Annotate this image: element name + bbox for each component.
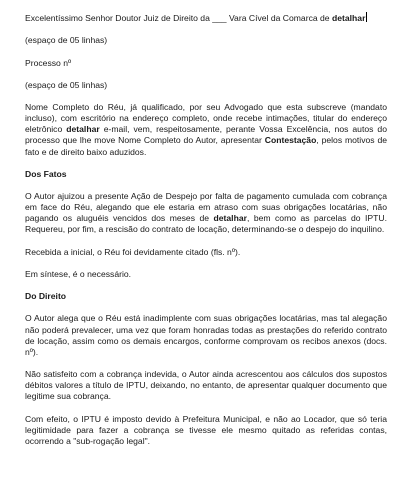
section-heading-facts: Dos Fatos — [25, 168, 67, 179]
intro-text-1: Nome Completo do Réu, já qualificado, por seu Advogado que esta subscreve (mandato incluso), com escritório na endereço completo, onde recebe intimações, titular do endereço eletrônico — [25, 102, 387, 135]
facts-text-1: O Autor ajuizou a presente Ação de Despejo por falta de pagamento cumulada com cobrança em face do Réu, alegando que ele estaria em atraso com suas obrigações locatárias, não pagando os aluguéis vencidos dos meses de — [25, 191, 387, 224]
intro-text-2: e-mail, vem, respeitosamente, perante Vossa Excelência, nos autos do processo que lhe move Nome Completo do Autor, apresentar — [25, 124, 387, 146]
facts-paragraph-3: Em síntese, é o necessário. — [25, 268, 132, 279]
spacing-note-2: (espaço de 05 linhas) — [25, 79, 108, 90]
intro-text-3: , pelos motivos de fato e de direito baixo aduzidos. — [25, 135, 388, 157]
contestacao-term: Contestação — [264, 135, 317, 146]
law-paragraph-1: O Autor alega que o Réu está inadimplente com suas obrigações locatárias, mas tal alegação não poderá prevalecer, uma vez que foram honradas todas as prestações do referido contrato de locação, assim como os demais encargos, conforme comprovam os recibos anexos (docs. nº). — [25, 313, 387, 357]
law-paragraph-2: Não satisfeito com a cobrança indevida, o Autor ainda acrescentou aos cálculos dos supostos débitos valores a título de IPTU, deixando, no entanto, de apresentar qualquer documento que legitime sua cobrança. — [25, 369, 387, 402]
text-cursor — [366, 12, 367, 22]
law-paragraph-3: Com efeito, o IPTU é imposto devido à Prefeitura Municipal, e não ao Locador, que só teria legitimidade para fazer a cobrança se tivesse ele mesmo quitado as referidas contas, ocorrendo a "sub-rogação legal". — [25, 413, 387, 446]
addressee-text: Excelentíssimo Senhor Doutor Juiz de Direito da ___ Vara Cível da Comarca de — [25, 13, 332, 23]
email-placeholder: detalhar — [66, 124, 100, 135]
addressee-placeholder[interactable]: detalhar — [331, 13, 366, 23]
facts-text-2: , bem como as parcelas do IPTU. Requereu, por fim, a rescisão do contrato de locação, determinando-se o despejo do inquilino. — [25, 213, 387, 235]
case-number: Processo nº — [25, 57, 72, 68]
intro-paragraph — [25, 102, 387, 157]
addressee-line — [25, 12, 387, 24]
facts-paragraph-2: Recebida a inicial, o Réu foi devidamente citado (fls. nº). — [25, 246, 241, 257]
facts-paragraph-1 — [25, 191, 387, 235]
section-heading-law: Do Direito — [25, 291, 67, 302]
months-placeholder: detalhar — [213, 213, 247, 224]
spacing-note-1: (espaço de 05 linhas) — [25, 35, 108, 46]
